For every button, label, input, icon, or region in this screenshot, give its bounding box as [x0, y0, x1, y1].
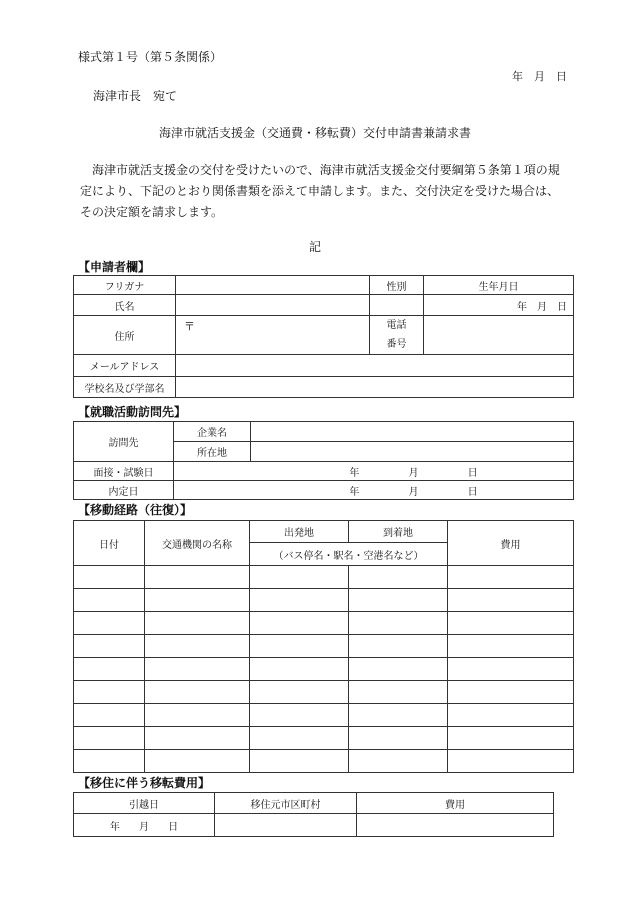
route-place-note: （バス停名・駅名・空港名など）	[250, 543, 448, 566]
route-cell[interactable]	[349, 635, 448, 658]
route-cost-header: 費用	[448, 521, 574, 566]
route-arrival-header: 到着地	[349, 521, 448, 543]
route-cell[interactable]	[250, 681, 349, 704]
route-section-heading: 【移動経路（往復）】	[78, 503, 193, 517]
route-cell[interactable]	[448, 612, 574, 635]
postal-mark: 〒	[184, 320, 195, 333]
phone-label	[370, 316, 424, 355]
gender-input[interactable]	[370, 295, 424, 316]
route-cell[interactable]	[250, 750, 349, 773]
route-cell[interactable]	[448, 681, 574, 704]
route-date-header: 日付	[74, 521, 145, 566]
route-cell[interactable]	[145, 727, 250, 750]
route-cell[interactable]	[74, 750, 145, 773]
birthdate-label: 生年月日	[424, 276, 574, 295]
furigana-label: フリガナ	[74, 276, 176, 295]
route-cell[interactable]	[145, 635, 250, 658]
route-cell[interactable]	[349, 681, 448, 704]
company-input[interactable]	[251, 422, 574, 442]
relocation-cost-input[interactable]	[357, 814, 554, 837]
school-label: 学校名及び学部名	[74, 377, 176, 398]
furigana-input[interactable]	[176, 276, 370, 295]
interview-date-value: 年 月 日	[349, 467, 478, 479]
offer-date-input[interactable]	[174, 481, 574, 500]
route-cell[interactable]	[74, 589, 145, 612]
route-row	[74, 566, 574, 589]
route-cell[interactable]	[74, 704, 145, 727]
document-title: 海津市就活支援金（交通費・移転費）交付申請書兼請求書	[158, 126, 471, 140]
route-row	[74, 658, 574, 681]
route-cell[interactable]	[448, 658, 574, 681]
origin-municipality-input[interactable]	[215, 814, 357, 837]
route-cell[interactable]	[448, 635, 574, 658]
location-label: 所在地	[174, 442, 251, 462]
route-cell[interactable]	[448, 750, 574, 773]
route-cell[interactable]	[145, 704, 250, 727]
applicant-table	[73, 275, 574, 398]
phone-label-line2: 番号	[386, 339, 407, 350]
company-label: 企業名	[174, 422, 251, 442]
route-cell[interactable]	[349, 704, 448, 727]
route-transport-header: 交通機関の名称	[145, 521, 250, 566]
location-input[interactable]	[251, 442, 574, 462]
phone-label-line1: 電話	[386, 320, 407, 331]
route-cell[interactable]	[74, 681, 145, 704]
address-label: 住所	[74, 316, 176, 355]
route-cell[interactable]	[74, 635, 145, 658]
route-cell[interactable]	[448, 727, 574, 750]
route-cell[interactable]	[349, 658, 448, 681]
move-date-value: 年 月 日	[109, 821, 179, 833]
offer-date-label: 内定日	[74, 481, 174, 500]
route-table	[73, 520, 574, 773]
form-number: 様式第１号（第５条関係）	[78, 50, 223, 64]
route-cell[interactable]	[349, 612, 448, 635]
gender-label: 性別	[370, 276, 424, 295]
route-cell[interactable]	[250, 612, 349, 635]
phone-input[interactable]	[424, 316, 574, 355]
name-input[interactable]	[176, 295, 370, 316]
route-cell[interactable]	[74, 612, 145, 635]
route-cell[interactable]	[145, 589, 250, 612]
name-label: 氏名	[74, 295, 176, 316]
origin-municipality-label: 移住元市区町村	[215, 793, 357, 814]
route-cell[interactable]	[448, 589, 574, 612]
route-cell[interactable]	[145, 612, 250, 635]
route-cell[interactable]	[349, 727, 448, 750]
interview-date-input[interactable]	[174, 462, 574, 481]
address-input[interactable]	[176, 316, 370, 355]
visit-table	[73, 421, 574, 500]
offer-date-value: 年 月 日	[349, 486, 478, 498]
route-cell[interactable]	[145, 681, 250, 704]
route-row	[74, 612, 574, 635]
email-input[interactable]	[176, 355, 574, 377]
move-date-label: 引越日	[74, 793, 215, 814]
applicant-section-heading: 【申請者欄】	[78, 260, 151, 274]
route-cell[interactable]	[74, 566, 145, 589]
route-cell[interactable]	[250, 589, 349, 612]
route-cell[interactable]	[250, 566, 349, 589]
route-cell[interactable]	[349, 589, 448, 612]
application-statement	[80, 160, 562, 223]
route-cell[interactable]	[74, 727, 145, 750]
route-cell[interactable]	[250, 727, 349, 750]
route-row	[74, 635, 574, 658]
relocation-cost-label: 費用	[357, 793, 554, 814]
visit-section-heading: 【就職活動訪問先】	[78, 405, 187, 419]
birthdate-value: 年 月 日	[517, 301, 567, 313]
interview-date-label: 面接・試験日	[74, 462, 174, 481]
route-cell[interactable]	[250, 635, 349, 658]
route-row	[74, 727, 574, 750]
move-date-input[interactable]	[74, 814, 215, 837]
route-cell[interactable]	[145, 750, 250, 773]
route-cell[interactable]	[145, 566, 250, 589]
route-row	[74, 704, 574, 727]
school-input[interactable]	[176, 377, 574, 398]
route-row	[74, 750, 574, 773]
application-statement-text: 海津市就活支援金の交付を受けたいので、海津市就活支援金交付要綱第５条第１項の規定により、下記のとおり関係書類を添えて申請します。また、交付決定を受けた場合は、その決定額を請求します。	[80, 163, 560, 219]
route-cell[interactable]	[349, 566, 448, 589]
route-cell[interactable]	[349, 750, 448, 773]
relocation-section-heading: 【移住に伴う移転費用】	[78, 776, 211, 790]
route-cell[interactable]	[250, 658, 349, 681]
route-departure-header: 出発地	[250, 521, 349, 543]
route-row	[74, 681, 574, 704]
route-cell[interactable]	[448, 704, 574, 727]
birthdate-input[interactable]	[424, 295, 574, 316]
relocation-table	[73, 792, 554, 837]
route-row	[74, 589, 574, 612]
route-cell[interactable]	[145, 658, 250, 681]
route-cell[interactable]	[74, 658, 145, 681]
route-cell[interactable]	[250, 704, 349, 727]
addressee: 海津市長 宛て	[93, 89, 178, 103]
submission-date: 年 月 日	[512, 70, 567, 83]
ki-heading: 記	[308, 240, 321, 254]
destination-label: 訪問先	[74, 422, 174, 462]
email-label: メールアドレス	[74, 355, 176, 377]
route-cell[interactable]	[448, 566, 574, 589]
